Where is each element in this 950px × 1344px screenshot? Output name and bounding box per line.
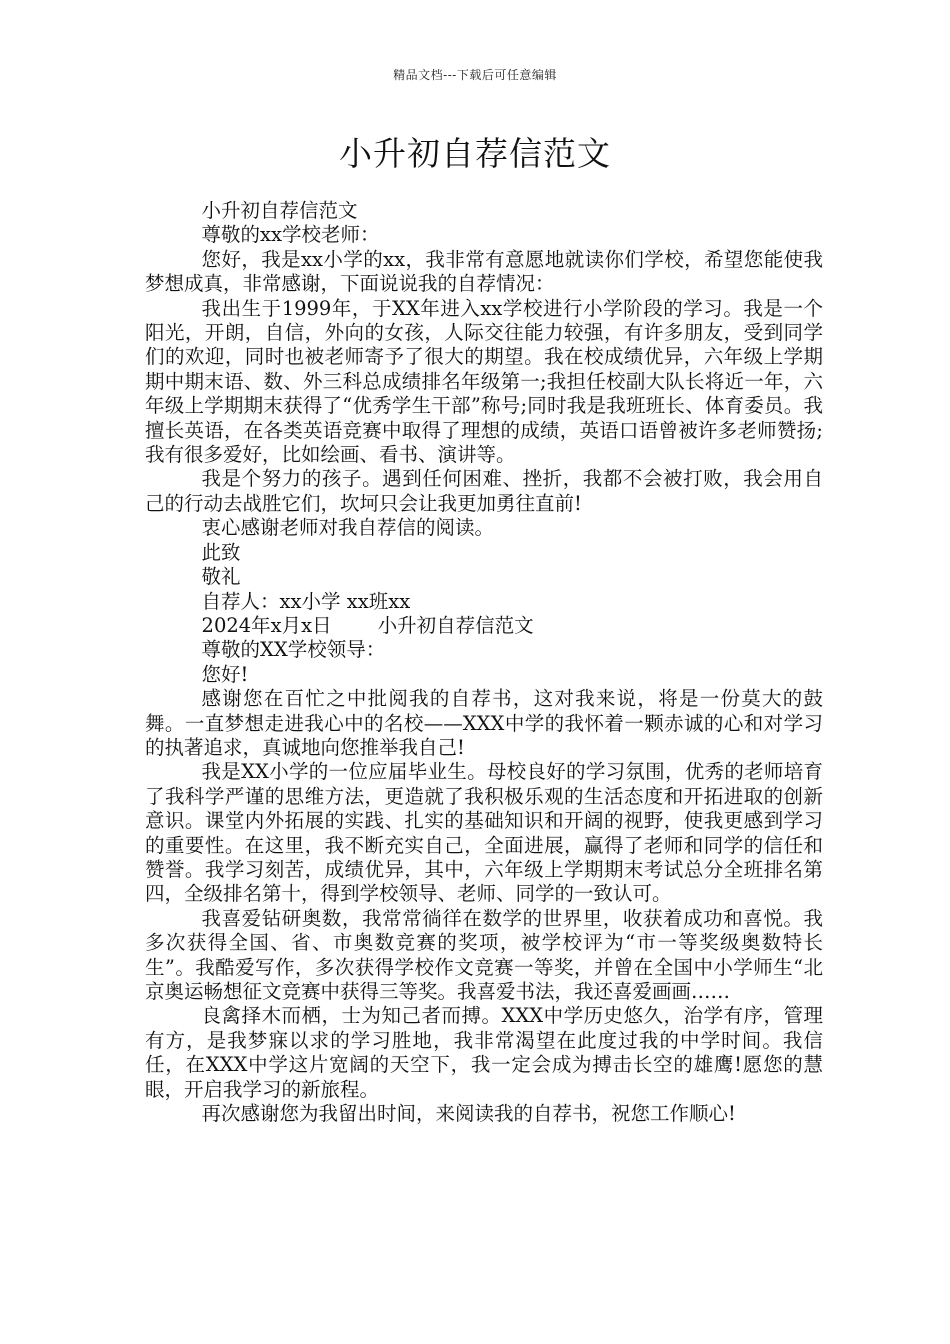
thanks-line: 衷心感谢老师对我自荐信的阅读。	[201, 516, 495, 540]
self-introduction-paragraph: 我出生于1999年，于XX年进入xx学校进行小学阶段的学习。我是一个阳光，开朗，自信，外向的女孩，人际交往能力较强，有许多朋友，受到同学们的欢迎，同时也被老师寄予了很大的期望。我在校成绩优异，六年级上学期期中期末语、数、外三科总成绩排名年级第一;我担任校副大队长将近一年，六年级上学期期末获得了“优秀学生干部”称号;同时我是我班班长、体育委员。我擅长英语，在各类英语竞赛中取得了理想的成绩，英语口语曾被许多老师赞扬;我有很多爱好，比如绘画、看书、演讲等。	[145, 296, 823, 467]
greeting-2: 您好!	[201, 662, 249, 686]
salutation: 尊敬的xx学校老师：	[201, 223, 380, 247]
signature-line: 自荐人：xx小学 xx班xx	[201, 589, 411, 613]
gratitude-paragraph: 感谢您在百忙之中批阅我的自荐书，这对我来说，将是一份莫大的鼓舞。一直梦想走进我心中的名校——XXX中学的我怀着一颗赤诚的心和对学习的执著追求，真诚地向您推举我自己!	[145, 687, 823, 759]
closing-jingli: 敬礼	[201, 565, 241, 589]
letter-subtitle: 小升初自荐信范文	[201, 199, 358, 222]
letter-body	[145, 199, 823, 1126]
page-title: 小升初自荐信范文	[339, 134, 611, 173]
letter-date: 2024年x月x日	[201, 613, 332, 637]
salutation-2: 尊敬的XX学校领导：	[201, 638, 386, 662]
school-background-paragraph: 我是XX小学的一位应届毕业生。母校良好的学习氛围，优秀的老师培育了我科学严谨的思维方法，更造就了我积极乐观的生活态度和开拓进取的创新意识。课堂内外拓展的实践、扎实的基础知识和开阔的视野，使我更感到学习的重要性。在这里，我不断充实自己，全面进展，赢得了老师和同学的信任和赞誉。我学习刻苦，成绩优异，其中，六年级上学期期末考试总分全班排名第四，全级排名第十，得到学校领导、老师、同学的一致认可。	[145, 760, 823, 906]
second-letter-title: 小升初自荐信范文	[377, 613, 534, 637]
closing-cizhi: 此致	[201, 540, 241, 564]
aspiration-paragraph: 良禽择木而栖，士为知己者而搏。XXX中学历史悠久，治学有序，管理有方，是我梦寐以求的学习胜地，我非常渴望在此度过我的中学时间。我信任，在XXX中学这片宽阔的天空下，我一定会成为搏击长空的雄鹰!愿您的慧眼，开启我学习的新旅程。	[145, 1004, 823, 1101]
achievements-paragraph: 我喜爱钻研奥数，我常常徜徉在数学的世界里，收获着成功和喜悦。我多次获得全国、省、市奥数竞赛的奖项，被学校评为“市一等奖级奥数特长生”。我酷爱写作，多次获得学校作文竞赛一等奖，并曾在全国中小学师生“北京奥运畅想征文竞赛中获得三等奖。我喜爱书法，我还喜爱画画……	[145, 906, 823, 1003]
date-line	[145, 614, 823, 638]
page-header-note: 精品文档---下载后可任意编辑	[393, 68, 557, 82]
greeting-paragraph: 您好，我是xx小学的xx，我非常有意愿地就读你们学校，希望您能使我梦想成真，非常感谢，下面说说我的自荐情况：	[145, 247, 823, 296]
final-thanks-paragraph: 再次感谢您为我留出时间，来阅读我的自荐书，祝您工作顺心!	[201, 1102, 736, 1126]
perseverance-paragraph: 我是个努力的孩子。遇到任何困难、挫折，我都不会被打败，我会用自己的行动去战胜它们，坎坷只会让我更加勇往直前!	[145, 467, 823, 515]
